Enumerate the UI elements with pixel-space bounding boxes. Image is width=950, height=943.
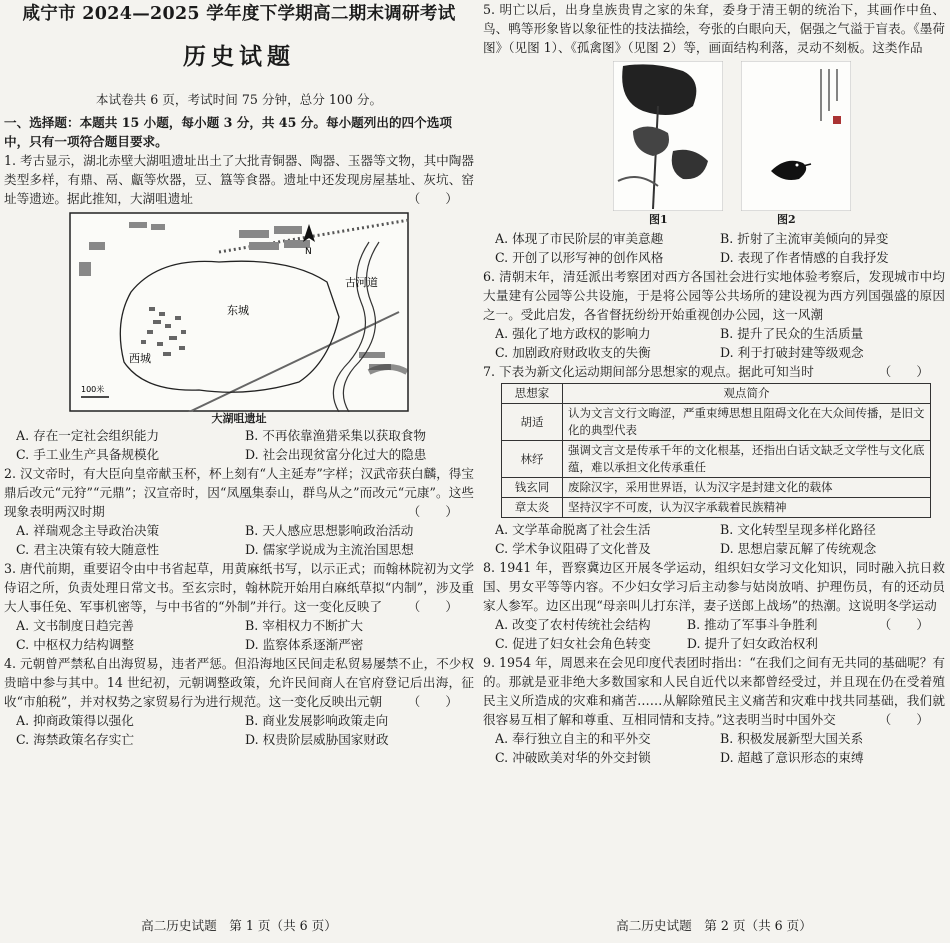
option-d[interactable]: D. 表现了作者情感的自我抒发 xyxy=(720,250,889,265)
option-c[interactable]: C. 加剧政府财政收支的失衡 xyxy=(495,345,651,360)
question-stem: 8. 1941 年，晋察冀边区开展冬学运动，组织妇女学习文化知识，同时融入抗日救国、男女平等等内容。不少妇女学习后主动参与姑岗放哨、护理伤员，有的还动员家人参军。边区出现“母亲叫儿打东洋，妻子送郎上战场”的热潮。这说明冬学运动 xyxy=(483,560,945,613)
option-d[interactable]: D. 儒家学说成为主流治国思想 xyxy=(245,542,414,557)
thinker-view: 坚持汉字不可废，认为汉字承载着民族精神 xyxy=(563,498,931,518)
option-b[interactable]: B. 商业发展影响政策走向 xyxy=(245,713,389,728)
option-b[interactable]: B. 折射了主流审美倾向的异变 xyxy=(720,231,889,246)
question-stem: 5. 明亡以后，出身皇族贵胄之家的朱耷，委身于清王朝的统治下，其画作中鱼、鸟、鸭等形象皆以象征性的技法描绘，夸张的白眼向天，倨强之气溢于盲表。《墨荷图》（见图 1）、《孤禽图》（见图 2）等，画面结构利落，灵动不刻板。这类作品 xyxy=(483,2,945,55)
option-a[interactable]: A. 体现了市民阶层的审美意趣 xyxy=(495,231,664,246)
thinker-name: 钱玄同 xyxy=(502,478,563,498)
option-b[interactable]: B. 推动了军事斗争胜利 xyxy=(686,617,818,632)
option-b[interactable]: B. 天人感应思想影响政治活动 xyxy=(245,523,414,538)
option-c[interactable]: C. 手工业生产具备规模化 xyxy=(16,447,160,462)
thinker-name: 林纾 xyxy=(502,441,563,478)
option-a[interactable]: A. 改变了农村传统社会结构 xyxy=(495,617,651,632)
question-2 xyxy=(4,464,474,559)
table-header-row xyxy=(502,384,931,404)
exam-page-2 xyxy=(483,0,945,943)
site-map xyxy=(69,212,409,412)
option-a[interactable]: A. 存在一定社会组织能力 xyxy=(16,428,160,443)
thinker-view: 强调文言文是传承千年的文化根基，还指出白话文缺乏文学性与文化底蕴，难以承担文化传承重任 xyxy=(563,441,931,478)
north-label: N xyxy=(305,247,312,257)
option-a[interactable]: A. 奉行独立自主的和平外交 xyxy=(495,731,651,746)
answer-blank: （ ） xyxy=(878,712,929,727)
option-c[interactable]: C. 学术争议阻碍了文化普及 xyxy=(495,541,651,556)
river-label: 古河道 xyxy=(345,276,378,289)
figure-2-caption: 图2 xyxy=(777,213,796,226)
option-d[interactable]: D. 社会出现贫富分化过大的隐患 xyxy=(245,447,427,462)
exam-title: 咸宁市 2024—2025 学年度下学期高二期末调研考试 xyxy=(22,4,456,24)
west-city-label: 西城 xyxy=(129,352,151,365)
question-7 xyxy=(483,362,945,558)
question-stem: 2. 汉文帝时，有大臣向皇帝献玉杯，杯上刻有“人主延寿”字样；汉武帝获白麟，得宝鼎后改元“元狩”“元鼎”；汉宣帝时，因“凤凰集泰山，群鸟从之”而改元“元康”。这些现象表明两汉时期 xyxy=(4,466,474,519)
question-stem: 4. 元朝曾严禁私自出海贸易，违者严惩。但沿海地区民间走私贸易屡禁不止，不少权贵暗中参与其中。14 世纪初，元朝调整政策，允许民间商人在官府登记后出海，征收“市舶税”，并对权势之家贸易行为进行规范。这一变化反映出元朝 xyxy=(4,656,474,709)
page-footer: 高二历史试题 第 2 页（共 6 页） xyxy=(616,918,812,933)
table-row xyxy=(502,441,931,478)
option-d[interactable]: D. 利于打破封建等级观念 xyxy=(720,345,864,360)
option-b[interactable]: B. 积极发展新型大国关系 xyxy=(720,731,864,746)
option-a[interactable]: A. 强化了地方政权的影响力 xyxy=(495,326,651,341)
option-c[interactable]: C. 冲破欧美对华的外交封锁 xyxy=(495,750,651,765)
question-stem: 7. 下表为新文化运动期间部分思想家的观点。据此可知当时 xyxy=(483,364,814,379)
paintings-figure xyxy=(483,61,945,229)
option-b[interactable]: B. 文化转型呈现多样化路径 xyxy=(720,522,876,537)
options xyxy=(4,711,474,749)
option-a[interactable]: A. 文学革命脱离了社会生活 xyxy=(495,522,651,537)
thinker-view: 废除汉字，采用世界语，认为汉字是封建文化的载体 xyxy=(563,478,931,498)
figure-caption: 大湖咀遗址 xyxy=(211,412,267,425)
thinker-name: 胡适 xyxy=(502,404,563,441)
exam-page-1 xyxy=(4,0,474,943)
options xyxy=(483,324,945,362)
thinkers-table xyxy=(501,383,931,518)
exam-subject: 历史试题 xyxy=(183,43,295,70)
table-header: 观点简介 xyxy=(563,384,931,404)
question-8 xyxy=(483,558,945,653)
options xyxy=(4,616,474,654)
thinker-view: 认为文言文行文晦涩，严重束缚思想且阻碍文化在大众间传播，是旧文化的典型代表 xyxy=(563,404,931,441)
answer-blank: （ ） xyxy=(878,617,929,632)
options xyxy=(4,426,474,464)
question-1 xyxy=(4,151,474,464)
page-footer: 高二历史试题 第 1 页（共 6 页） xyxy=(141,918,337,933)
option-b[interactable]: B. 宰相权力不断扩大 xyxy=(245,618,364,633)
option-a[interactable]: A. 抑商政策得以强化 xyxy=(16,713,134,728)
answer-blank: （ ） xyxy=(407,504,458,519)
question-3 xyxy=(4,559,474,654)
options xyxy=(483,729,945,767)
table-row xyxy=(502,404,931,441)
thinker-name: 章太炎 xyxy=(502,498,563,518)
answer-blank: （ ） xyxy=(878,364,929,379)
question-4 xyxy=(4,654,474,749)
option-c[interactable]: C. 开创了以形写神的创作风格 xyxy=(495,250,664,265)
option-d[interactable]: D. 权贵阶层威胁国家财政 xyxy=(245,732,389,747)
option-d[interactable]: D. 提升了妇女政治权利 xyxy=(686,636,818,651)
options xyxy=(4,521,474,559)
answer-blank: （ ） xyxy=(407,191,458,206)
option-d[interactable]: D. 超越了意识形态的束缚 xyxy=(720,750,864,765)
options xyxy=(483,229,945,267)
question-stem: 6. 清朝末年，清廷派出考察团对西方各国社会进行实地体验考察后，发现城市中均大量建有公园等公共设施，于是将公园等公共场所的建设视为西方列国强盛的原因之一。受此启发，各省督抚纷纷开始重视创办公园，这一风潮 xyxy=(483,269,945,322)
table-row xyxy=(502,498,931,518)
figure-1-caption: 图1 xyxy=(649,213,668,226)
painting-bird xyxy=(741,61,851,211)
option-b[interactable]: B. 不再依靠渔猎采集以获取食物 xyxy=(245,428,426,443)
question-stem: 9. 1954 年，周恩来在会见印度代表团时指出：“在我们之间有无共同的基础呢？有的。那就是亚非绝大多数国家和人民自近代以来都曾经受过，并且现在仍在受着殖民主义所造成的灾难和痛苦……从解除殖民主义痛苦和灾难中找共同基础，我们就很容易互相了解和尊重、互相同情和支持。”这表明当时中国外交 xyxy=(483,655,945,727)
option-c[interactable]: C. 海禁政策名存实亡 xyxy=(16,732,134,747)
question-9 xyxy=(483,653,945,767)
section-heading: 一、选择题：本题共 15 小题，每小题 3 分，共 45 分。每小题列出的四个选项中，只有一项符合题目要求。 xyxy=(4,115,452,149)
scale-label: 100米 xyxy=(81,385,105,394)
option-b[interactable]: B. 提升了民众的生活质量 xyxy=(720,326,864,341)
option-d[interactable]: D. 思想启蒙瓦解了传统观念 xyxy=(720,541,877,556)
options xyxy=(483,615,879,653)
option-c[interactable]: C. 中枢权力结构调整 xyxy=(16,637,134,652)
option-a[interactable]: A. 文书制度日趋完善 xyxy=(16,618,134,633)
question-stem: 3. 唐代前期，重要诏令由中书省起草，用黄麻纸书写，以示正式；而翰林院初为文学侍诏之所，负责处理日常文书。至玄宗时，翰林院开始用白麻纸草拟“内制”，涉及重大人事任免、军事机密等，与中书省的“外制”并行。这一变化反映了 xyxy=(4,561,474,614)
east-city-label: 东城 xyxy=(227,304,249,317)
question-5 xyxy=(483,0,945,267)
table-header: 思想家 xyxy=(502,384,563,404)
options xyxy=(483,520,945,558)
painting-lotus xyxy=(613,61,723,211)
exam-info: 本试卷共 6 页，考试时间 75 分钟，总分 100 分。 xyxy=(95,92,383,107)
question-6 xyxy=(483,267,945,362)
option-c[interactable]: C. 君主决策有较大随意性 xyxy=(16,542,160,557)
option-a[interactable]: A. 祥瑞观念主导政治决策 xyxy=(16,523,160,538)
question-stem: 1. 考古显示，湖北赤壁大湖咀遗址出土了大批青铜器、陶器、玉器等文物，其中陶器类型多样，有鼎、鬲、甗等炊器，豆、簋等食器。遗址中还发现房屋基址、灰坑、窑址等遗迹。据此推知，大湖咀遗址 xyxy=(4,153,474,206)
option-c[interactable]: C. 促进了妇女社会角色转变 xyxy=(495,636,651,651)
answer-blank: （ ） xyxy=(407,599,458,614)
table-row xyxy=(502,478,931,498)
answer-blank: （ ） xyxy=(407,694,458,709)
option-d[interactable]: D. 监察体系逐渐严密 xyxy=(245,637,364,652)
